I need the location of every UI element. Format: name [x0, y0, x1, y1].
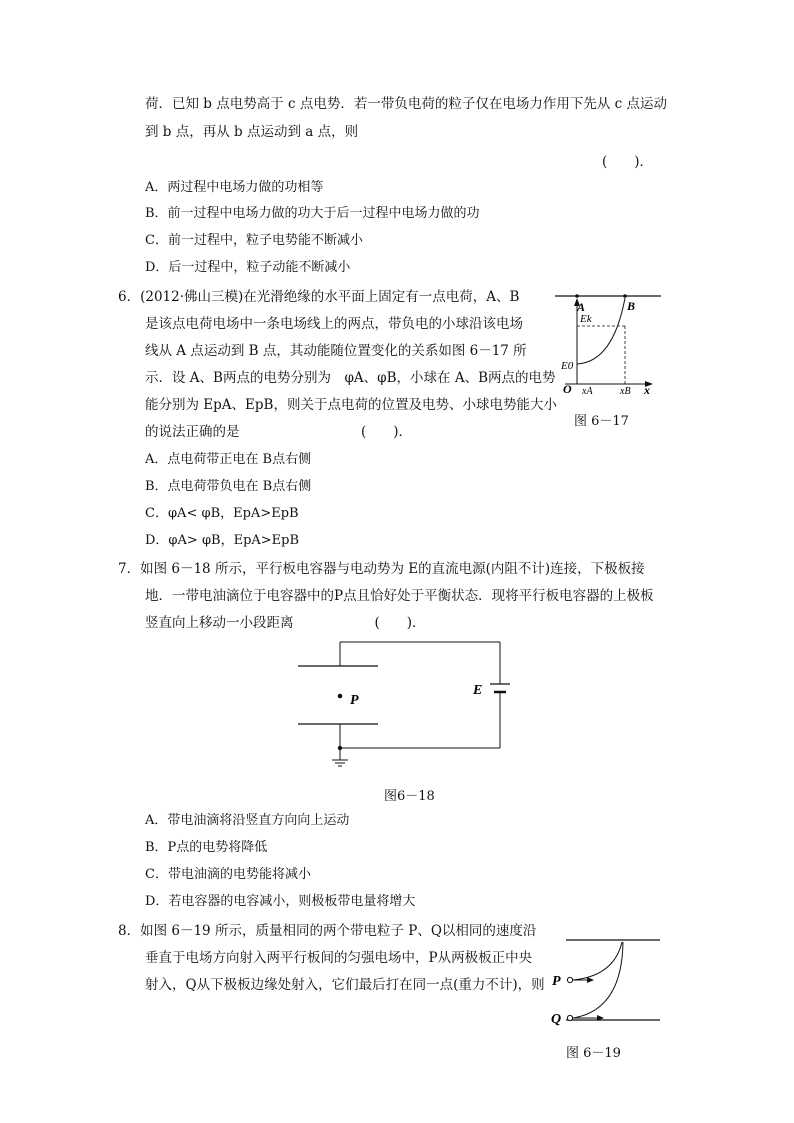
- q6-option-c: C．φA< φB，EpA>EpB: [145, 506, 299, 521]
- fig17-label-b: B: [627, 299, 636, 313]
- q5-text-line-1: 荷．已知 b 点电势高于 c 点电势．若一带负电荷的粒子仅在电场力作用下先从 c 点运动: [145, 96, 668, 112]
- q6-option-a: A．点电荷带正电在 B点右侧: [145, 452, 312, 467]
- fig17-label-ek: Ek: [580, 313, 592, 325]
- fig17-label-x: x: [644, 383, 650, 397]
- q7-option-a: A．带电油滴将沿竖直方向向上运动: [145, 813, 350, 828]
- figure-6-19-caption: 图 6－19: [566, 1046, 621, 1061]
- q5-option-d: D．后一过程中，粒子动能不断减小: [145, 260, 351, 275]
- figure-6-17-graph: [555, 290, 665, 400]
- q7-text-line-2: 地．一带电油滴位于电容器中的P点且恰好处于平衡状态．现将平行板电容器的上极板: [145, 588, 654, 604]
- q5-option-b: B．前一过程中电场力做的功大于后一过程中电场力做的功: [145, 206, 480, 221]
- fig19-label-p: P: [552, 974, 561, 989]
- q7-option-b: B．P点的电势将降低: [145, 840, 268, 855]
- fig18-label-p: P: [350, 693, 359, 708]
- figure-6-19-plates: [548, 934, 668, 1030]
- q6-text-line-4: 示．设 A、B两点的电势分别为 φA、φB，小球在 A、B两点的电势: [145, 370, 556, 386]
- q7-text-line-3: 竖直向上移动一小段距离 ( )．: [145, 615, 426, 631]
- q5-answer-blank: ( )．: [602, 154, 654, 170]
- figure-6-17-caption: 图 6－17: [574, 414, 629, 429]
- fig19-label-q: Q: [551, 1012, 562, 1027]
- q5-option-c: C．前一过程中，粒子电势能不断减小: [145, 233, 363, 248]
- q6-text-line-3: 线从 A 点运动到 B 点，其动能随位置变化的关系如图 6－17 所: [145, 343, 527, 359]
- q6-option-d: D．φA> φB，EpA>EpB: [145, 533, 300, 548]
- q6-option-b: B．点电荷带负电在 B点右侧: [145, 479, 312, 494]
- q6-text-line-5: 能分别为 EpA、EpB，则关于点电荷的位置及电势、小球电势能大小: [145, 397, 557, 413]
- q6-text-line-6: 的说法正确的是 ( )．: [145, 424, 413, 440]
- q8-text-line-3: 射入，Q从下极板边缘处射入，它们最后打在同一点(重力不计)，则: [145, 977, 545, 993]
- fig17-label-xb: xB: [620, 386, 631, 397]
- figure-6-18-circuit: [290, 636, 530, 776]
- fig17-label-a: A: [577, 300, 586, 314]
- fig17-label-origin: O: [563, 382, 572, 396]
- q8-text-line-1: 8．如图 6－19 所示，质量相同的两个带电粒子 P、Q以相同的速度沿: [118, 923, 537, 939]
- q7-option-c: C．带电油滴的电势能将减小: [145, 867, 311, 882]
- q7-option-d: D．若电容器的电容减小，则极板带电量将增大: [145, 894, 416, 909]
- q6-text-line-1: 6．(2012·佛山三模)在光滑绝缘的水平面上固定有一点电荷，A、B: [118, 289, 520, 305]
- q5-text-line-2: 到 b 点，再从 b 点运动到 a 点，则: [145, 124, 359, 140]
- q5-option-a: A．两过程中电场力做的功相等: [145, 180, 324, 195]
- q8-text-line-2: 垂直于电场方向射入两平行板间的匀强电场中，P从两极板正中央: [145, 950, 533, 966]
- figure-6-18-caption: 图6－18: [384, 789, 435, 804]
- fig17-label-e0: E0: [561, 360, 574, 372]
- fig17-label-xa: xA: [582, 386, 593, 397]
- q6-text-line-2: 是该点电荷电场中一条电场线上的两点，带负电的小球沿该电场: [145, 316, 523, 332]
- q7-text-line-1: 7．如图 6－18 所示，平行板电容器与电动势为 E的直流电源(内阻不计)连接，下极板接: [118, 561, 645, 577]
- fig18-label-e: E: [473, 683, 483, 698]
